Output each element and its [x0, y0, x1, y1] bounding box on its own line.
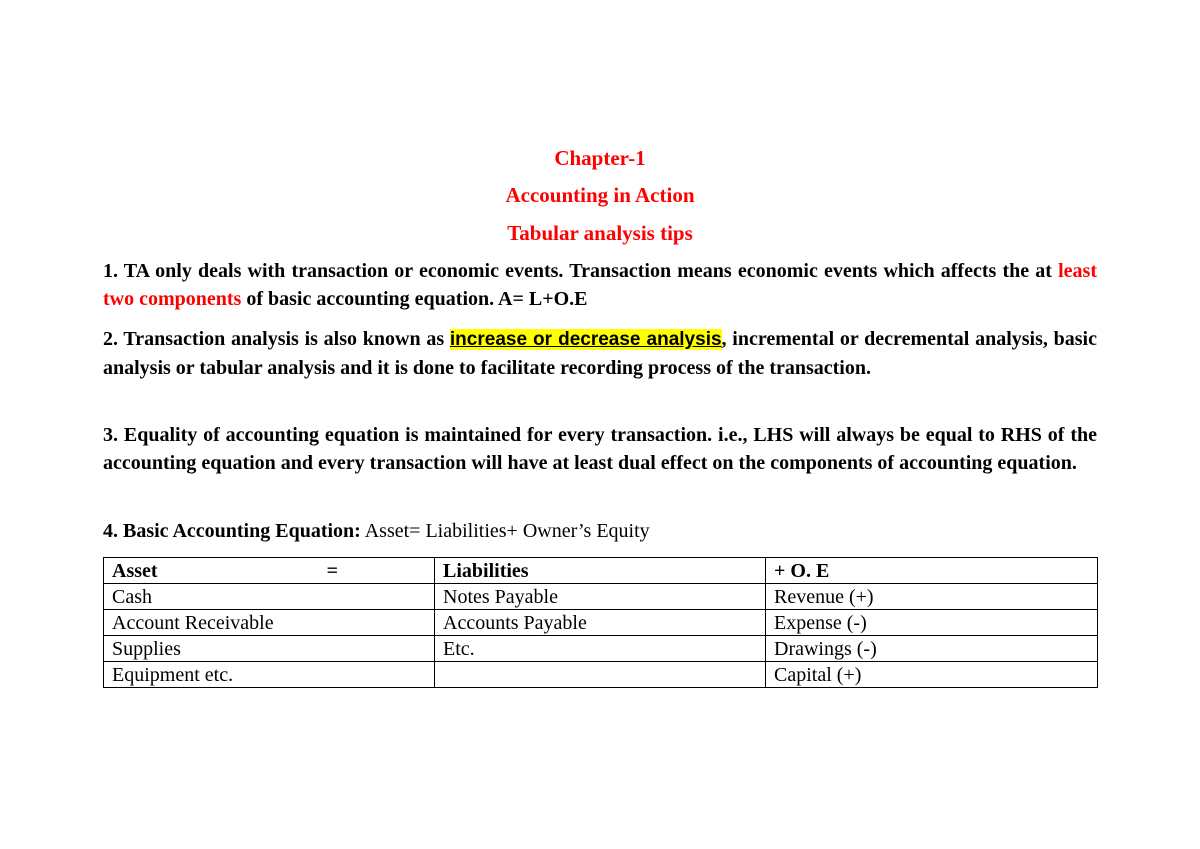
- tip-2-text-a: 2. Transaction analysis is also known as: [103, 328, 450, 350]
- tip-4: [103, 517, 1097, 545]
- cell-asset: Account Receivable: [104, 610, 435, 636]
- tip-1-text-b: of basic accounting equation. A= L+O.E: [241, 288, 588, 310]
- cell-owners-equity: Expense (-): [766, 610, 1098, 636]
- tip-1-emphasis: least two components: [103, 260, 1097, 310]
- accounting-equation-table: [103, 557, 1098, 688]
- section-subtitle: Tabular analysis tips: [507, 221, 693, 245]
- header-asset-label: Asset: [112, 559, 158, 582]
- tip-2-text-b: , incremental or decremental analysis, basic analysis or tabular analysis and it is done to facilitate recording process of the transaction.: [103, 328, 1097, 379]
- cell-owners-equity: Drawings (-): [766, 636, 1098, 662]
- header-liabilities: Liabilities: [435, 558, 766, 584]
- tip-4-label: 4. Basic Accounting Equation:: [103, 520, 361, 542]
- header-equals-sign: =: [326, 559, 338, 582]
- tip-4-equation: Asset= Liabilities+ Owner’s Equity: [360, 520, 650, 542]
- tip-3-text: 3. Equality of accounting equation is maintained for every transaction. i.e., LHS will always be equal to RHS of the accounting equation and every transaction will have at least dual effect on the components of accounting equation.: [103, 424, 1097, 474]
- table-row: [104, 636, 1098, 662]
- tip-2: [103, 325, 1097, 382]
- cell-owners-equity: Capital (+): [766, 662, 1098, 688]
- tip-2-highlight: increase or decrease analysis: [449, 329, 722, 350]
- cell-asset: Equipment etc.: [104, 662, 435, 688]
- header-owners-equity: + O. E: [766, 558, 1098, 584]
- tip-3: [103, 421, 1097, 477]
- cell-owners-equity: Revenue (+): [766, 584, 1098, 610]
- chapter-title: Accounting in Action: [505, 183, 695, 207]
- table-row: [104, 662, 1098, 688]
- table-row: [104, 610, 1098, 636]
- header-asset: [104, 558, 435, 584]
- cell-liability: [435, 662, 766, 688]
- cell-asset: Cash: [104, 584, 435, 610]
- cell-liability: Accounts Payable: [435, 610, 766, 636]
- tip-1-text-a: 1. TA only deals with transaction or economic events. Transaction means economic events which affects the at: [103, 260, 1059, 282]
- table-row: [104, 584, 1098, 610]
- cell-asset: Supplies: [104, 636, 435, 662]
- chapter-heading: Chapter-1: [554, 146, 646, 170]
- tip-1: [103, 257, 1097, 313]
- table-header-row: [104, 558, 1098, 584]
- cell-liability: Etc.: [435, 636, 766, 662]
- cell-liability: Notes Payable: [435, 584, 766, 610]
